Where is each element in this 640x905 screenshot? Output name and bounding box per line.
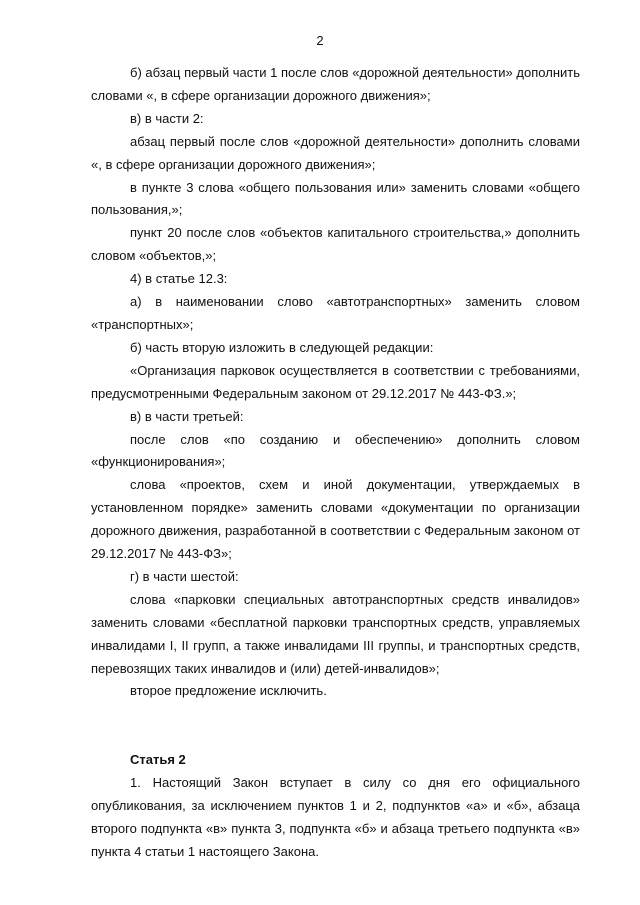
paragraph: «Организация парковок осуществляется в соответствии с требованиями, предусмотренными Федеральным законом от 29.12.2017 № 443-ФЗ.»; xyxy=(91,362,580,401)
paragraph: второе предложение исключить. xyxy=(130,683,327,699)
paragraph: в) в части третьей: xyxy=(130,408,244,424)
paragraph: г) в части шестой: xyxy=(130,568,239,584)
spacer xyxy=(91,703,580,726)
paragraph: 4) в статье 12.3: xyxy=(130,271,228,287)
paragraph: б) абзац первый части 1 после слов «дорожной деятельности» дополнить словами «, в сфере организации дорожного движения»; xyxy=(91,65,580,103)
paragraph: слова «парковки специальных автотранспортных средств инвалидов» заменить словами «бесплатной парковки транспортных средств, управляемых инвалидами I, II групп, а также инвалидами III группы, и транспортных средств, перевозящих таких инвалидов и (или) детей-инвалидов»; xyxy=(91,591,580,676)
article-text: 1. Настоящий Закон вступает в силу со дня его официального опубликования, за исключением пунктов 1 и 2, подпунктов «а» и «б», абзаца второго подпункта «в» пункта 3, подпункта «б» и абзаца третьего подпункта «в» пункта 4 статьи 1 настоящего Закона. xyxy=(91,775,580,859)
document-body xyxy=(91,62,580,864)
paragraph: слова «проектов, схем и иной документации, утверждаемых в установленном порядке» заменить словами «документации по организации дорожного движения, разработанной в соответствии с Федеральным законом от 29.12.2017 № 443-ФЗ»; xyxy=(91,477,580,562)
paragraph: в пункте 3 слова «общего пользования или» заменить словами «общего пользования,»; xyxy=(91,179,580,218)
paragraph: а) в наименовании слово «автотранспортных» заменить словом «транспортных»; xyxy=(91,294,580,332)
spacer xyxy=(91,726,580,749)
paragraph: б) часть вторую изложить в следующей редакции: xyxy=(130,339,434,355)
page-number: 2 xyxy=(316,33,324,48)
paragraph: пункт 20 после слов «объектов капитального строительства,» дополнить словом «объектов,»; xyxy=(91,225,580,264)
article-heading: Статья 2 xyxy=(130,752,186,768)
paragraph: в) в части 2: xyxy=(130,110,204,126)
paragraph: абзац первый после слов «дорожной деятельности» дополнить словами «, в сфере организации дорожного движения»; xyxy=(91,133,580,172)
paragraph: после слов «по созданию и обеспечению» дополнить словом «функционирования»; xyxy=(91,431,580,470)
